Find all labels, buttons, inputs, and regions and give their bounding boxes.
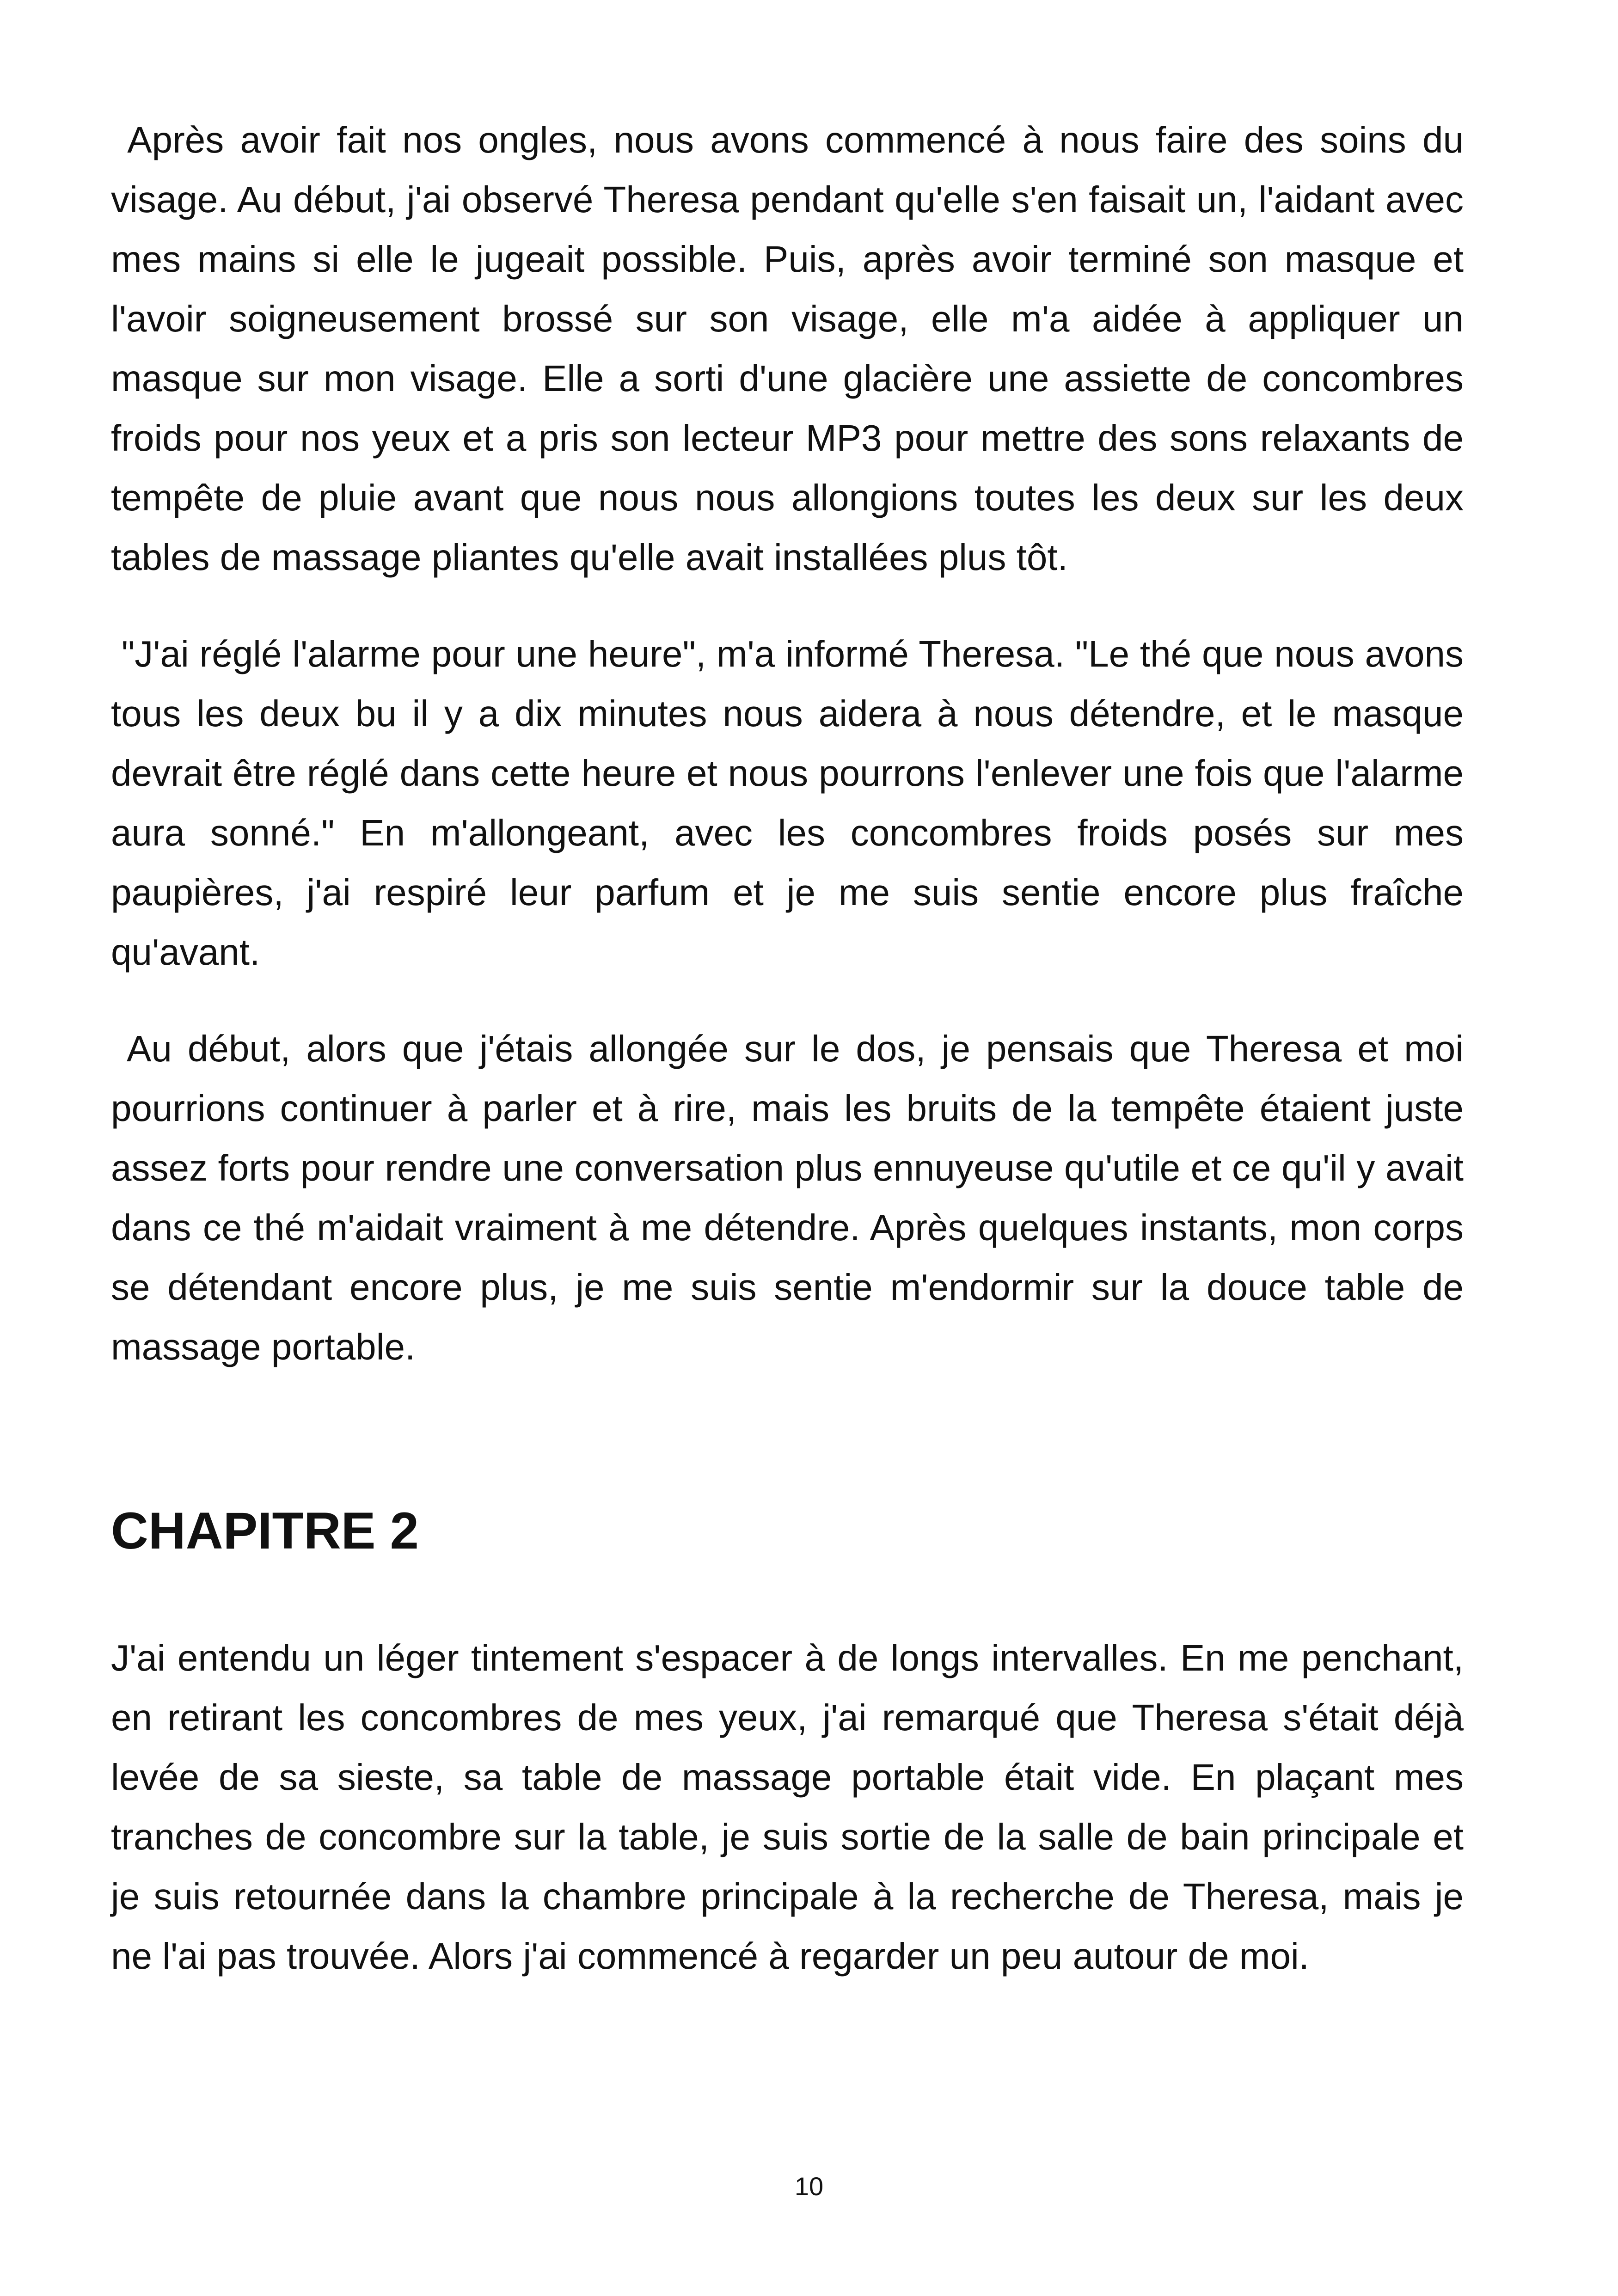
chapter-title: CHAPITRE 2 [111, 1502, 419, 1560]
paragraph: Au début, alors que j'étais allongée sur le dos, je pensais que Theresa et moi pourrions continuer à parler et à rire, mais les bruits de la tempête étaient juste assez forts pour rendre une conversation plus ennuyeuse qu'utile et ce qu'il y avait dans ce thé m'aidait vraiment à me détendre. Après quelques instants, mon corps se détendant encore plus, je me suis sentie m'endormir sur la douce table de massage portable. [111, 1028, 1464, 1367]
page-content [111, 110, 1464, 2023]
paragraph: Après avoir fait nos ongles, nous avons commencé à nous faire des soins du visage. Au début, j'ai observé Theresa pendant qu'elle s'en faisait un, l'aidant avec mes mains si elle le jugeait possible. Puis, après avoir terminé son masque et l'avoir soigneusement brossé sur son visage, elle m'a aidée à appliquer un masque sur mon visage. Elle a sorti d'une glacière une assiette de concombres froids pour nos yeux et a pris son lecteur MP3 pour mettre des sons relaxants de tempête de pluie avant que nous nous allongions toutes les deux sur les deux tables de massage pliantes qu'elle avait installées plus tôt. [111, 119, 1464, 578]
page-number: 10 [794, 2172, 824, 2201]
paragraph: J'ai entendu un léger tintement s'espacer à de longs intervalles. En me penchant, en retirant les concombres de mes yeux, j'ai remarqué que Theresa s'était déjà levée de sa sieste, sa table de massage portable était vide. En plaçant mes tranches de concombre sur la table, je suis sortie de la salle de bain principale et je suis retournée dans la chambre principale à la recherche de Theresa, mais je ne l'ai pas trouvée. Alors j'ai commencé à regarder un peu autour de moi. [111, 1637, 1464, 1977]
paragraph: "J'ai réglé l'alarme pour une heure", m'a informé Theresa. "Le thé que nous avons tous les deux bu il y a dix minutes nous aidera à nous détendre, et le masque devrait être réglé dans cette heure et nous pourrons l'enlever une fois que l'alarme aura sonné." En m'allongeant, avec les concombres froids posés sur mes paupières, j'ai respiré leur parfum et je me suis sentie encore plus fraîche qu'avant. [111, 633, 1464, 973]
